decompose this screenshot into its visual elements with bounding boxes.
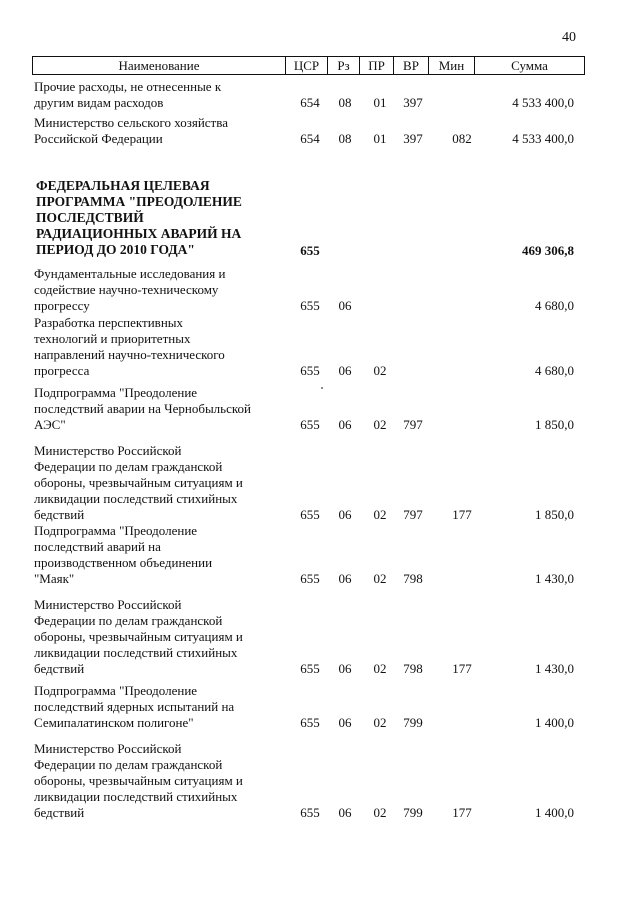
row-pr: 02 <box>373 805 387 820</box>
scan-speck <box>321 387 323 389</box>
row-min: 082 <box>452 131 472 146</box>
row-vr: 799 <box>403 715 423 730</box>
row-min: 177 <box>452 805 472 820</box>
row-vr: 798 <box>403 661 423 676</box>
row-rz: 06 <box>338 417 352 432</box>
header-name: Наименование <box>33 57 286 74</box>
program-title: ФЕДЕРАЛЬНАЯ ЦЕЛЕВАЯ ПРОГРАММА "ПРЕОДОЛЕНИЕ ПОСЛЕДСТВИЙ РАДИАЦИОННЫХ АВАРИЙ НА ПЕРИОД ДО 2010 ГОДА" <box>36 178 242 257</box>
row-sum: 1 400,0 <box>535 805 574 820</box>
row-pr: 02 <box>373 571 387 586</box>
row-vr: 798 <box>403 571 423 586</box>
row-sum: 1 400,0 <box>535 715 574 730</box>
header-rz: Рз <box>328 57 360 74</box>
row-rz: 06 <box>338 363 352 378</box>
row-csr: 655 <box>300 417 320 432</box>
row-sum: 1 850,0 <box>535 417 574 432</box>
row-pr: 02 <box>373 417 387 432</box>
row-sum: 4 533 400,0 <box>512 95 574 110</box>
row-pr: 02 <box>373 507 387 522</box>
page-number: 40 <box>562 30 576 45</box>
row-name: Министерство Российской Федерации по делам гражданской обороны, чрезвычайным ситуациям и ликвидации последствий стихийных бедствий <box>34 443 243 522</box>
row-vr: 797 <box>403 507 423 522</box>
row-csr: 655 <box>300 661 320 676</box>
row-name: Подпрограмма "Преодоление последствий ядерных испытаний на Семипалатинском полигоне" <box>34 683 235 730</box>
row-rz: 06 <box>338 661 352 676</box>
header-vr: ВР <box>394 57 429 74</box>
row-name: Подпрограмма "Преодоление последствий аварий на производственном объединении "Маяк" <box>34 523 213 586</box>
row-sum: 4 533 400,0 <box>512 131 574 146</box>
row-rz: 06 <box>338 715 352 730</box>
header-min: Мин <box>429 57 475 74</box>
row-min: 177 <box>452 507 472 522</box>
row-csr: 654 <box>300 131 320 146</box>
row-sum: 1 430,0 <box>535 571 574 586</box>
row-csr: 655 <box>300 243 320 258</box>
row-sum: 4 680,0 <box>535 298 574 313</box>
row-csr: 655 <box>300 571 320 586</box>
row-vr: 799 <box>403 805 423 820</box>
row-rz: 06 <box>338 298 352 313</box>
row-pr: 02 <box>373 715 387 730</box>
row-csr: 655 <box>300 805 320 820</box>
row-csr: 655 <box>300 363 320 378</box>
row-pr: 02 <box>373 363 387 378</box>
row-csr: 655 <box>300 507 320 522</box>
row-sum: 1 850,0 <box>535 507 574 522</box>
row-rz: 08 <box>338 95 352 110</box>
row-rz: 06 <box>338 805 352 820</box>
row-rz: 06 <box>338 507 352 522</box>
row-pr: 01 <box>373 131 387 146</box>
row-rz: 06 <box>338 571 352 586</box>
row-sum: 4 680,0 <box>535 363 574 378</box>
row-sum: 1 430,0 <box>535 661 574 676</box>
row-name: Подпрограмма "Преодоление последствий аварии на Чернобыльской АЭС" <box>34 385 251 432</box>
row-name: Фундаментальные исследования и содействие научно-техническому прогрессу <box>34 266 226 313</box>
row-name: Министерство Российской Федерации по делам гражданской обороны, чрезвычайным ситуациям и ликвидации последствий стихийных бедствий <box>34 597 243 676</box>
row-vr: 397 <box>403 95 423 110</box>
row-csr: 655 <box>300 298 320 313</box>
row-name: Прочие расходы, не отнесенные к другим видам расходов <box>34 79 222 110</box>
row-pr: 01 <box>373 95 387 110</box>
row-rz: 08 <box>338 131 352 146</box>
row-sum: 469 306,8 <box>522 243 574 258</box>
row-vr: 397 <box>403 131 423 146</box>
row-min: 177 <box>452 661 472 676</box>
row-csr: 654 <box>300 95 320 110</box>
row-name: Разработка перспективных технологий и приоритетных направлений научно-технического прогресса <box>34 315 225 378</box>
table-header <box>32 56 585 75</box>
header-sum: Сумма <box>511 58 548 73</box>
row-csr: 655 <box>300 715 320 730</box>
row-vr: 797 <box>403 417 423 432</box>
header-csr: ЦСР <box>286 57 328 74</box>
header-pr: ПР <box>360 57 394 74</box>
row-pr: 02 <box>373 661 387 676</box>
row-name: Министерство сельского хозяйства Российской Федерации <box>34 115 228 146</box>
row-name: Министерство Российской Федерации по делам гражданской обороны, чрезвычайным ситуациям и ликвидации последствий стихийных бедствий <box>34 741 243 820</box>
